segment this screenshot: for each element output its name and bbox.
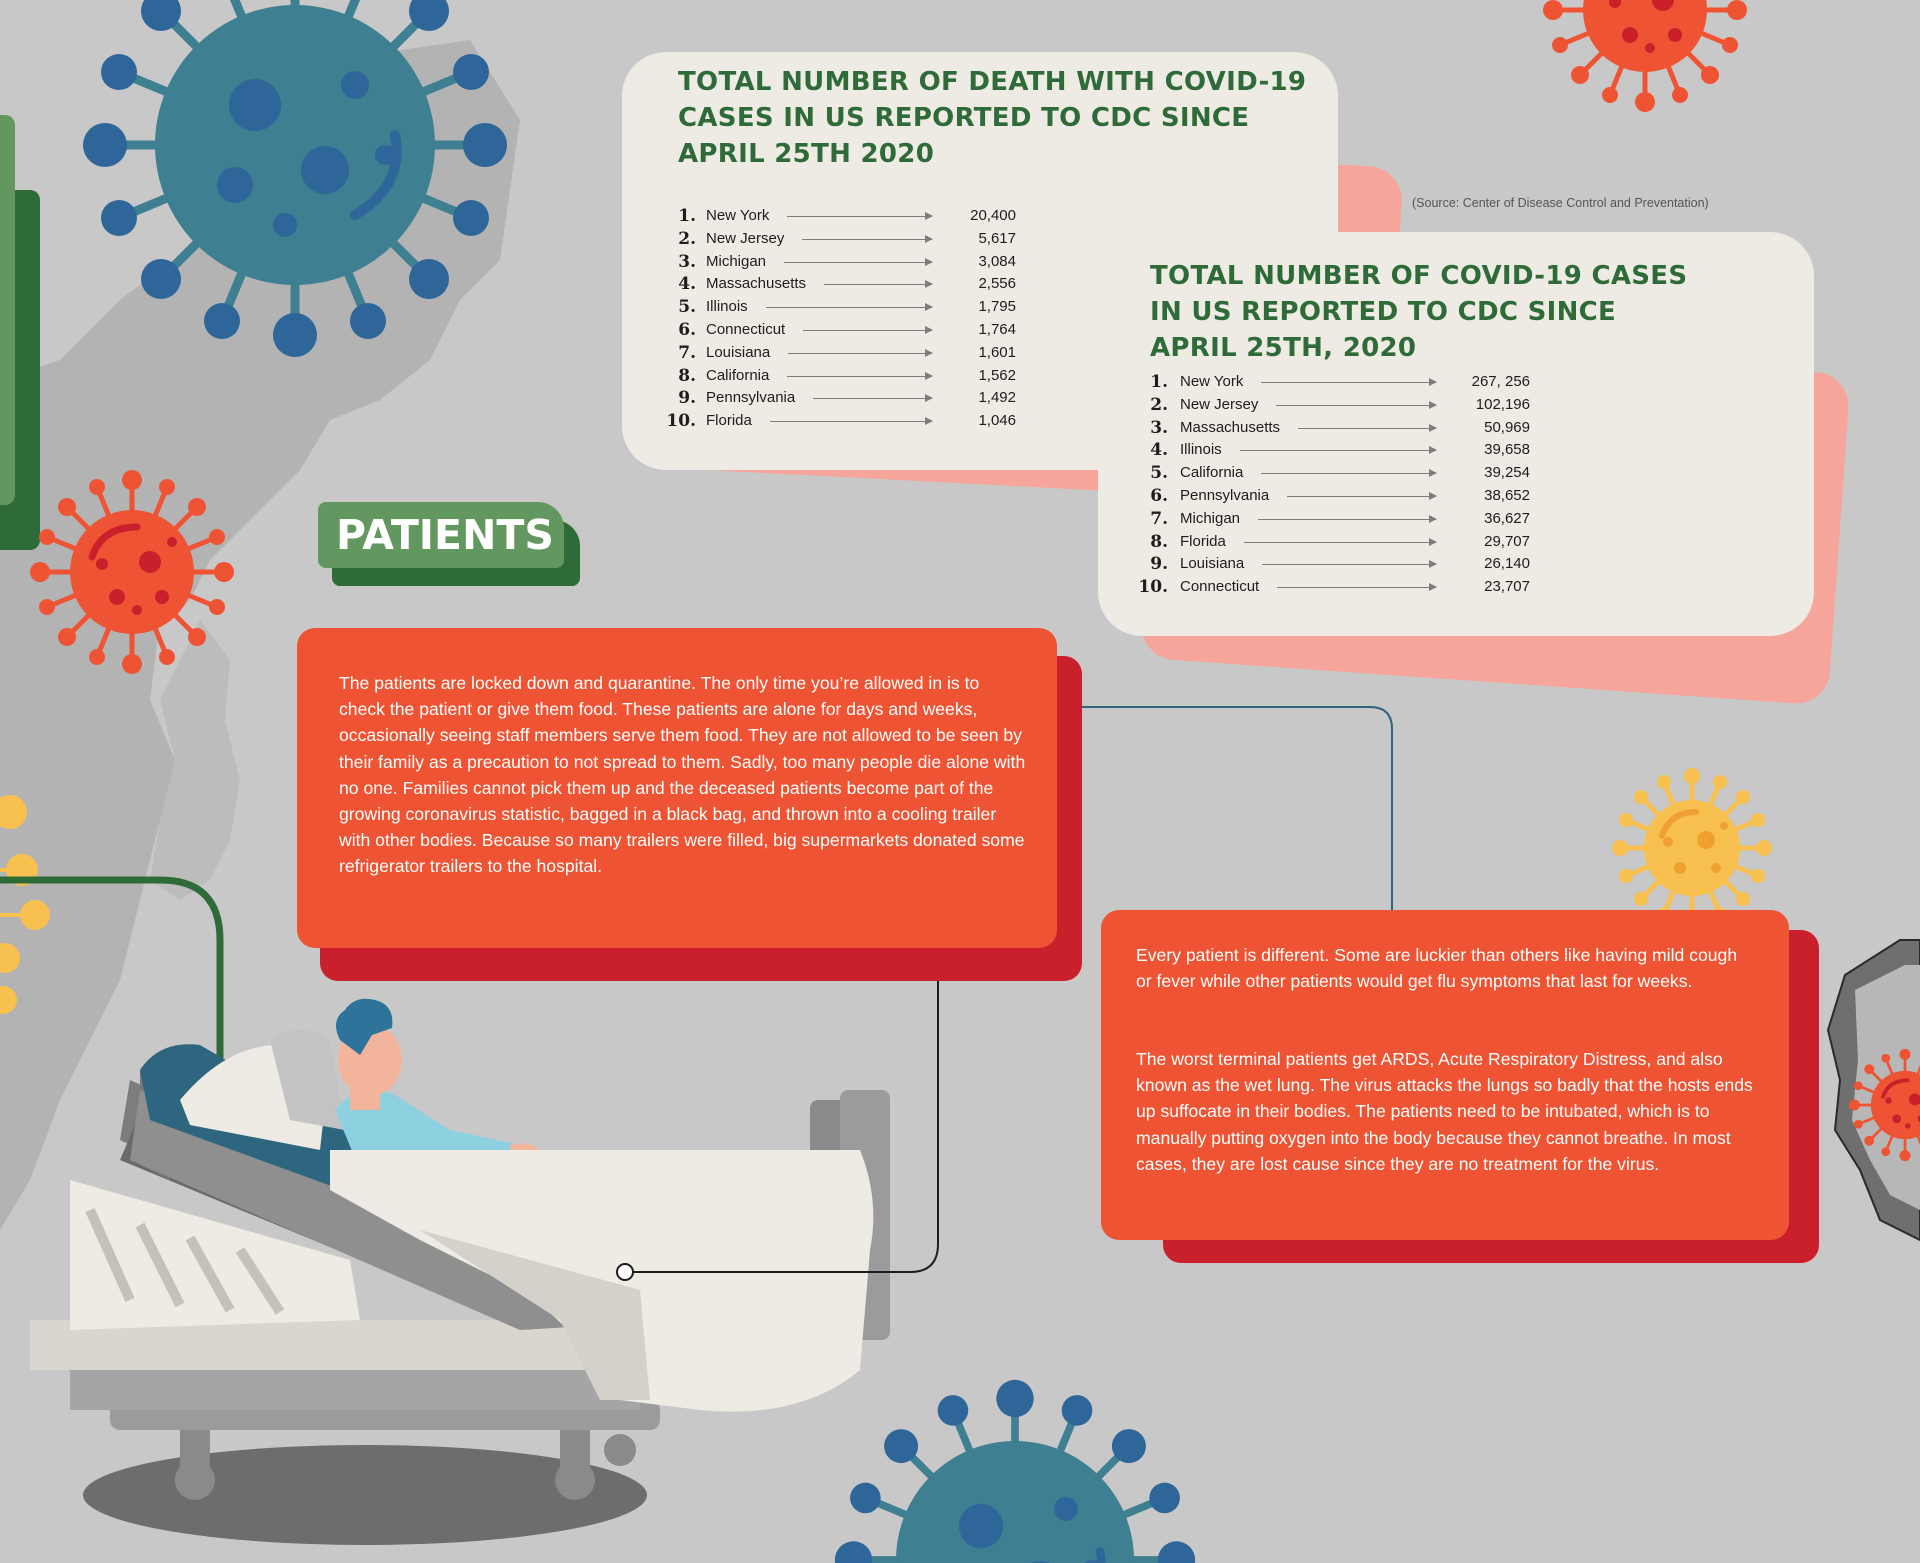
case-value: 2,556 xyxy=(978,275,1016,293)
rank-number: 2. xyxy=(678,228,696,249)
state-name: Illinois xyxy=(1180,441,1222,459)
left-text-panel xyxy=(297,628,1057,948)
right-text-panel xyxy=(1101,910,1789,1240)
state-name: Florida xyxy=(1180,532,1226,550)
case-value: 23,707 xyxy=(1484,578,1530,596)
rank-number: 5. xyxy=(1150,463,1168,484)
state-name: California xyxy=(706,366,770,384)
rank-number: 6. xyxy=(678,319,696,340)
deaths-card-title: TOTAL NUMBER OF DEATH WITH COVID-19 CASES IN US REPORTED TO CDC SINCE APRIL 25TH 2020 xyxy=(678,67,1307,169)
rank-number: 3. xyxy=(1150,417,1168,438)
rank-number: 6. xyxy=(1150,485,1168,506)
case-value: 3,084 xyxy=(978,252,1016,270)
right-panel-paragraph-1: Every patient is different. Some are luckier than others like having mild cough or fever while other patients would get flu symptoms that last for weeks. xyxy=(1136,945,1738,992)
state-name: New Jersey xyxy=(706,229,785,247)
case-value: 1,562 xyxy=(978,366,1016,384)
case-value: 1,764 xyxy=(978,320,1016,338)
rank-number: 10. xyxy=(1138,577,1168,598)
rank-number: 9. xyxy=(678,388,696,409)
state-name: Florida xyxy=(706,412,752,430)
rank-number: 1. xyxy=(1150,372,1168,392)
case-value: 267, 256 xyxy=(1471,373,1530,390)
state-name: Pennsylvania xyxy=(706,389,796,407)
state-name: New York xyxy=(1180,373,1244,390)
state-name: Louisiana xyxy=(706,343,771,361)
case-value: 20,400 xyxy=(970,207,1016,224)
source-note: (Source: Center of Disease Control and Preventation) xyxy=(1412,196,1709,210)
state-name: Michigan xyxy=(706,252,767,270)
rank-number: 7. xyxy=(678,342,696,363)
connector-dot xyxy=(617,1264,633,1280)
rank-number: 8. xyxy=(1150,531,1168,552)
rank-number: 5. xyxy=(678,297,696,318)
case-value: 39,658 xyxy=(1484,441,1530,459)
case-value: 1,046 xyxy=(978,412,1016,430)
left-panel-text: The patients are locked down and quarantine. The only time you’re allowed in is to check the patient or give them food. These patients are alone for days and weeks, occasionally seeing staff members serve them food. They are not allowed to be seen by their family as a precaution to not spread to them. Sadly, too many people die alone with no one. Families cannot pick them up and the deceased patients become part of the growing coronavirus statistic, bagged in a black bag, and thrown into a cooling trailer with other bodies. Because so many trailers were filled, big supermarkets donated some refrigerator trailers to the hospital. xyxy=(339,673,1026,877)
case-value: 38,652 xyxy=(1484,486,1530,504)
right-panel-paragraph-2: The worst terminal patients get ARDS, Acute Respiratory Distress, and also known as the wet lung. The virus attacks the lungs so badly that the hosts ends up suffocate in their bodies. The patients need to be intubated, which is to manually putting oxygen into the body because they cannot breathe. In most cases, they are lost cause since they are no treatment for the virus. xyxy=(1136,1049,1753,1174)
state-name: Connecticut xyxy=(706,320,786,338)
rank-number: 3. xyxy=(678,251,696,272)
case-value: 1,601 xyxy=(978,343,1016,361)
rank-number: 10. xyxy=(666,411,696,432)
rank-number: 1. xyxy=(678,206,696,226)
patients-heading: PATIENTS xyxy=(336,511,554,559)
case-value: 50,969 xyxy=(1484,418,1530,436)
state-name: California xyxy=(1180,464,1244,482)
case-value: 36,627 xyxy=(1484,509,1530,527)
case-value: 1,795 xyxy=(978,298,1016,316)
state-name: Connecticut xyxy=(1180,578,1260,596)
case-value: 5,617 xyxy=(978,229,1016,247)
state-name: New York xyxy=(706,207,770,224)
state-name: New Jersey xyxy=(1180,395,1259,413)
case-value: 29,707 xyxy=(1484,532,1530,550)
state-name: Illinois xyxy=(706,298,748,316)
rank-number: 9. xyxy=(1150,554,1168,575)
cases-card-title: TOTAL NUMBER OF COVID-19 CASES IN US REPORTED TO CDC SINCE APRIL 25TH, 2020 xyxy=(1150,261,1688,363)
rank-number: 4. xyxy=(678,274,696,295)
rank-number: 2. xyxy=(1150,394,1168,415)
rank-number: 7. xyxy=(1150,508,1168,529)
state-name: Massachusetts xyxy=(706,275,807,293)
case-value: 1,492 xyxy=(978,389,1016,407)
state-name: Louisiana xyxy=(1180,555,1245,573)
state-name: Massachusetts xyxy=(1180,418,1281,436)
case-value: 102,196 xyxy=(1475,395,1530,413)
case-value: 39,254 xyxy=(1484,464,1530,482)
rank-number: 8. xyxy=(678,365,696,386)
state-name: Michigan xyxy=(1180,509,1241,527)
case-value: 26,140 xyxy=(1484,555,1530,573)
rank-number: 4. xyxy=(1150,440,1168,461)
state-name: Pennsylvania xyxy=(1180,486,1270,504)
